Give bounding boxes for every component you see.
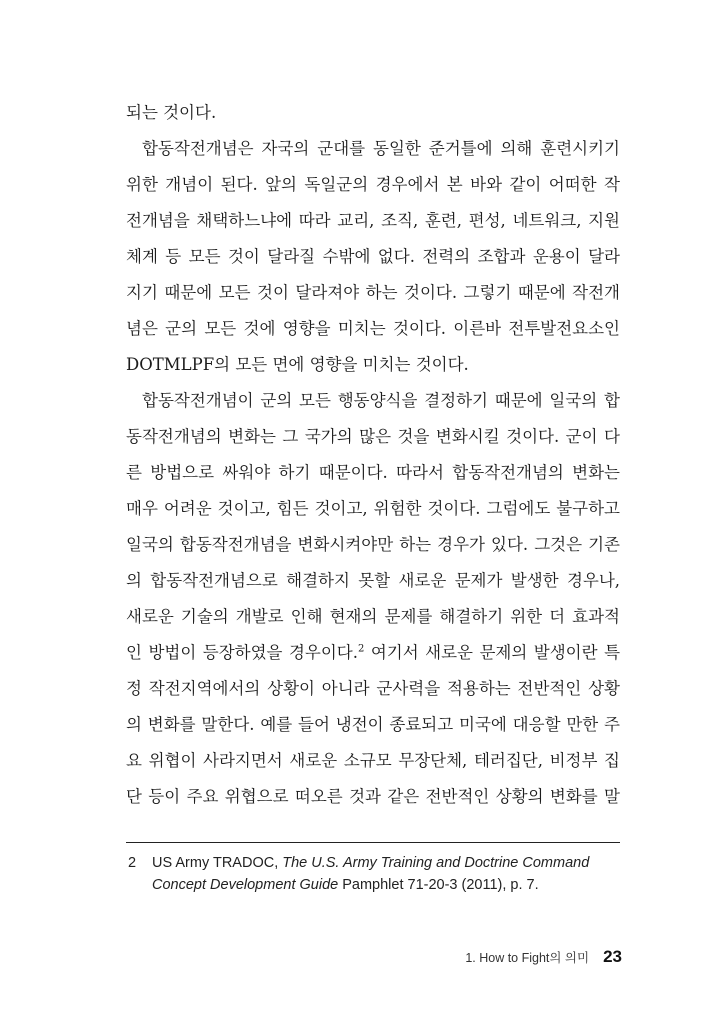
footnote-title: The U.S. Army Training and Doctrine Command (282, 855, 590, 871)
page-number: 23 (603, 947, 622, 966)
body-line-text: 인 방법이 등장하였을 경우이다. (126, 643, 358, 662)
body-line: 념은 군의 모든 것에 영향을 미치는 것이다. 이른바 전투발전요소인 (126, 319, 620, 338)
body-line: 단 등이 주요 위협으로 떠오른 것과 같은 전반적인 상황의 변화를 말 (126, 787, 620, 806)
body-line: 새로운 기술의 개발로 인해 현재의 문제를 해결하기 위한 더 효과적 (126, 607, 620, 626)
body-line: 정 작전지역에서의 상황이 아니라 군사력을 적용하는 전반적인 상황 (126, 679, 620, 698)
footnote-text (152, 852, 620, 896)
footnote-reference[interactable]: 2 (357, 643, 365, 655)
body-line: 일국의 합동작전개념을 변화시켜야만 하는 경우가 있다. 그것은 기존 (126, 535, 620, 554)
body-line: 요 위협이 사라지면서 새로운 소규모 무장단체, 테러집단, 비정부 집 (126, 751, 620, 770)
footnote-number: 2 (128, 855, 137, 871)
body-line: DOTMLPF의 모든 면에 영향을 미치는 것이다. (126, 355, 469, 374)
body-line: 의 변화를 말한다. 예를 들어 냉전이 종료되고 미국에 대응할 만한 주 (126, 715, 620, 734)
body-line: 되는 것이다. (126, 103, 217, 122)
footnote-details: Pamphlet 71-20-3 (2011), p. 7. (338, 877, 539, 893)
body-line: 위한 개념이 된다. 앞의 독일군의 경우에서 본 바와 같이 어떠한 작 (126, 175, 620, 194)
body-line: 의 합동작전개념으로 해결하지 못할 새로운 문제가 발생한 경우나, (126, 571, 620, 590)
body-line: 합동작전개념은 자국의 군대를 동일한 준거틀에 의해 훈련시키기 (142, 139, 620, 158)
body-line: 동작전개념의 변화는 그 국가의 많은 것을 변화시킬 것이다. 군이 다 (126, 427, 620, 446)
body-line: 체계 등 모든 것이 달라질 수밖에 없다. 전력의 조합과 운용이 달라 (126, 247, 620, 266)
body-line: 전개념을 채택하느냐에 따라 교리, 조직, 훈련, 편성, 네트워크, 지원 (126, 211, 620, 230)
body-line (126, 635, 620, 671)
body-line-text: 여기서 새로운 문제의 발생이란 특 (364, 643, 621, 662)
body-line: 른 방법으로 싸워야 하기 때문이다. 따라서 합동작전개념의 변화는 (126, 463, 620, 482)
footnote-author: US Army TRADOC, (152, 855, 283, 871)
running-footer (465, 947, 622, 967)
body-line: 지기 때문에 모든 것이 달라져야 하는 것이다. 그렇기 때문에 작전개 (126, 283, 620, 302)
body-line: 매우 어려운 것이고, 힘든 것이고, 위험한 것이다. 그럼에도 불구하고 (126, 499, 620, 518)
footnote-title-cont: Concept Development Guide (152, 877, 339, 893)
footnote-divider (126, 842, 620, 843)
running-title: 1. How to Fight의 의미 (465, 951, 590, 965)
footnote (126, 852, 620, 896)
body-text (126, 95, 620, 815)
body-line: 합동작전개념이 군의 모든 행동양식을 결정하기 때문에 일국의 합 (142, 391, 620, 410)
